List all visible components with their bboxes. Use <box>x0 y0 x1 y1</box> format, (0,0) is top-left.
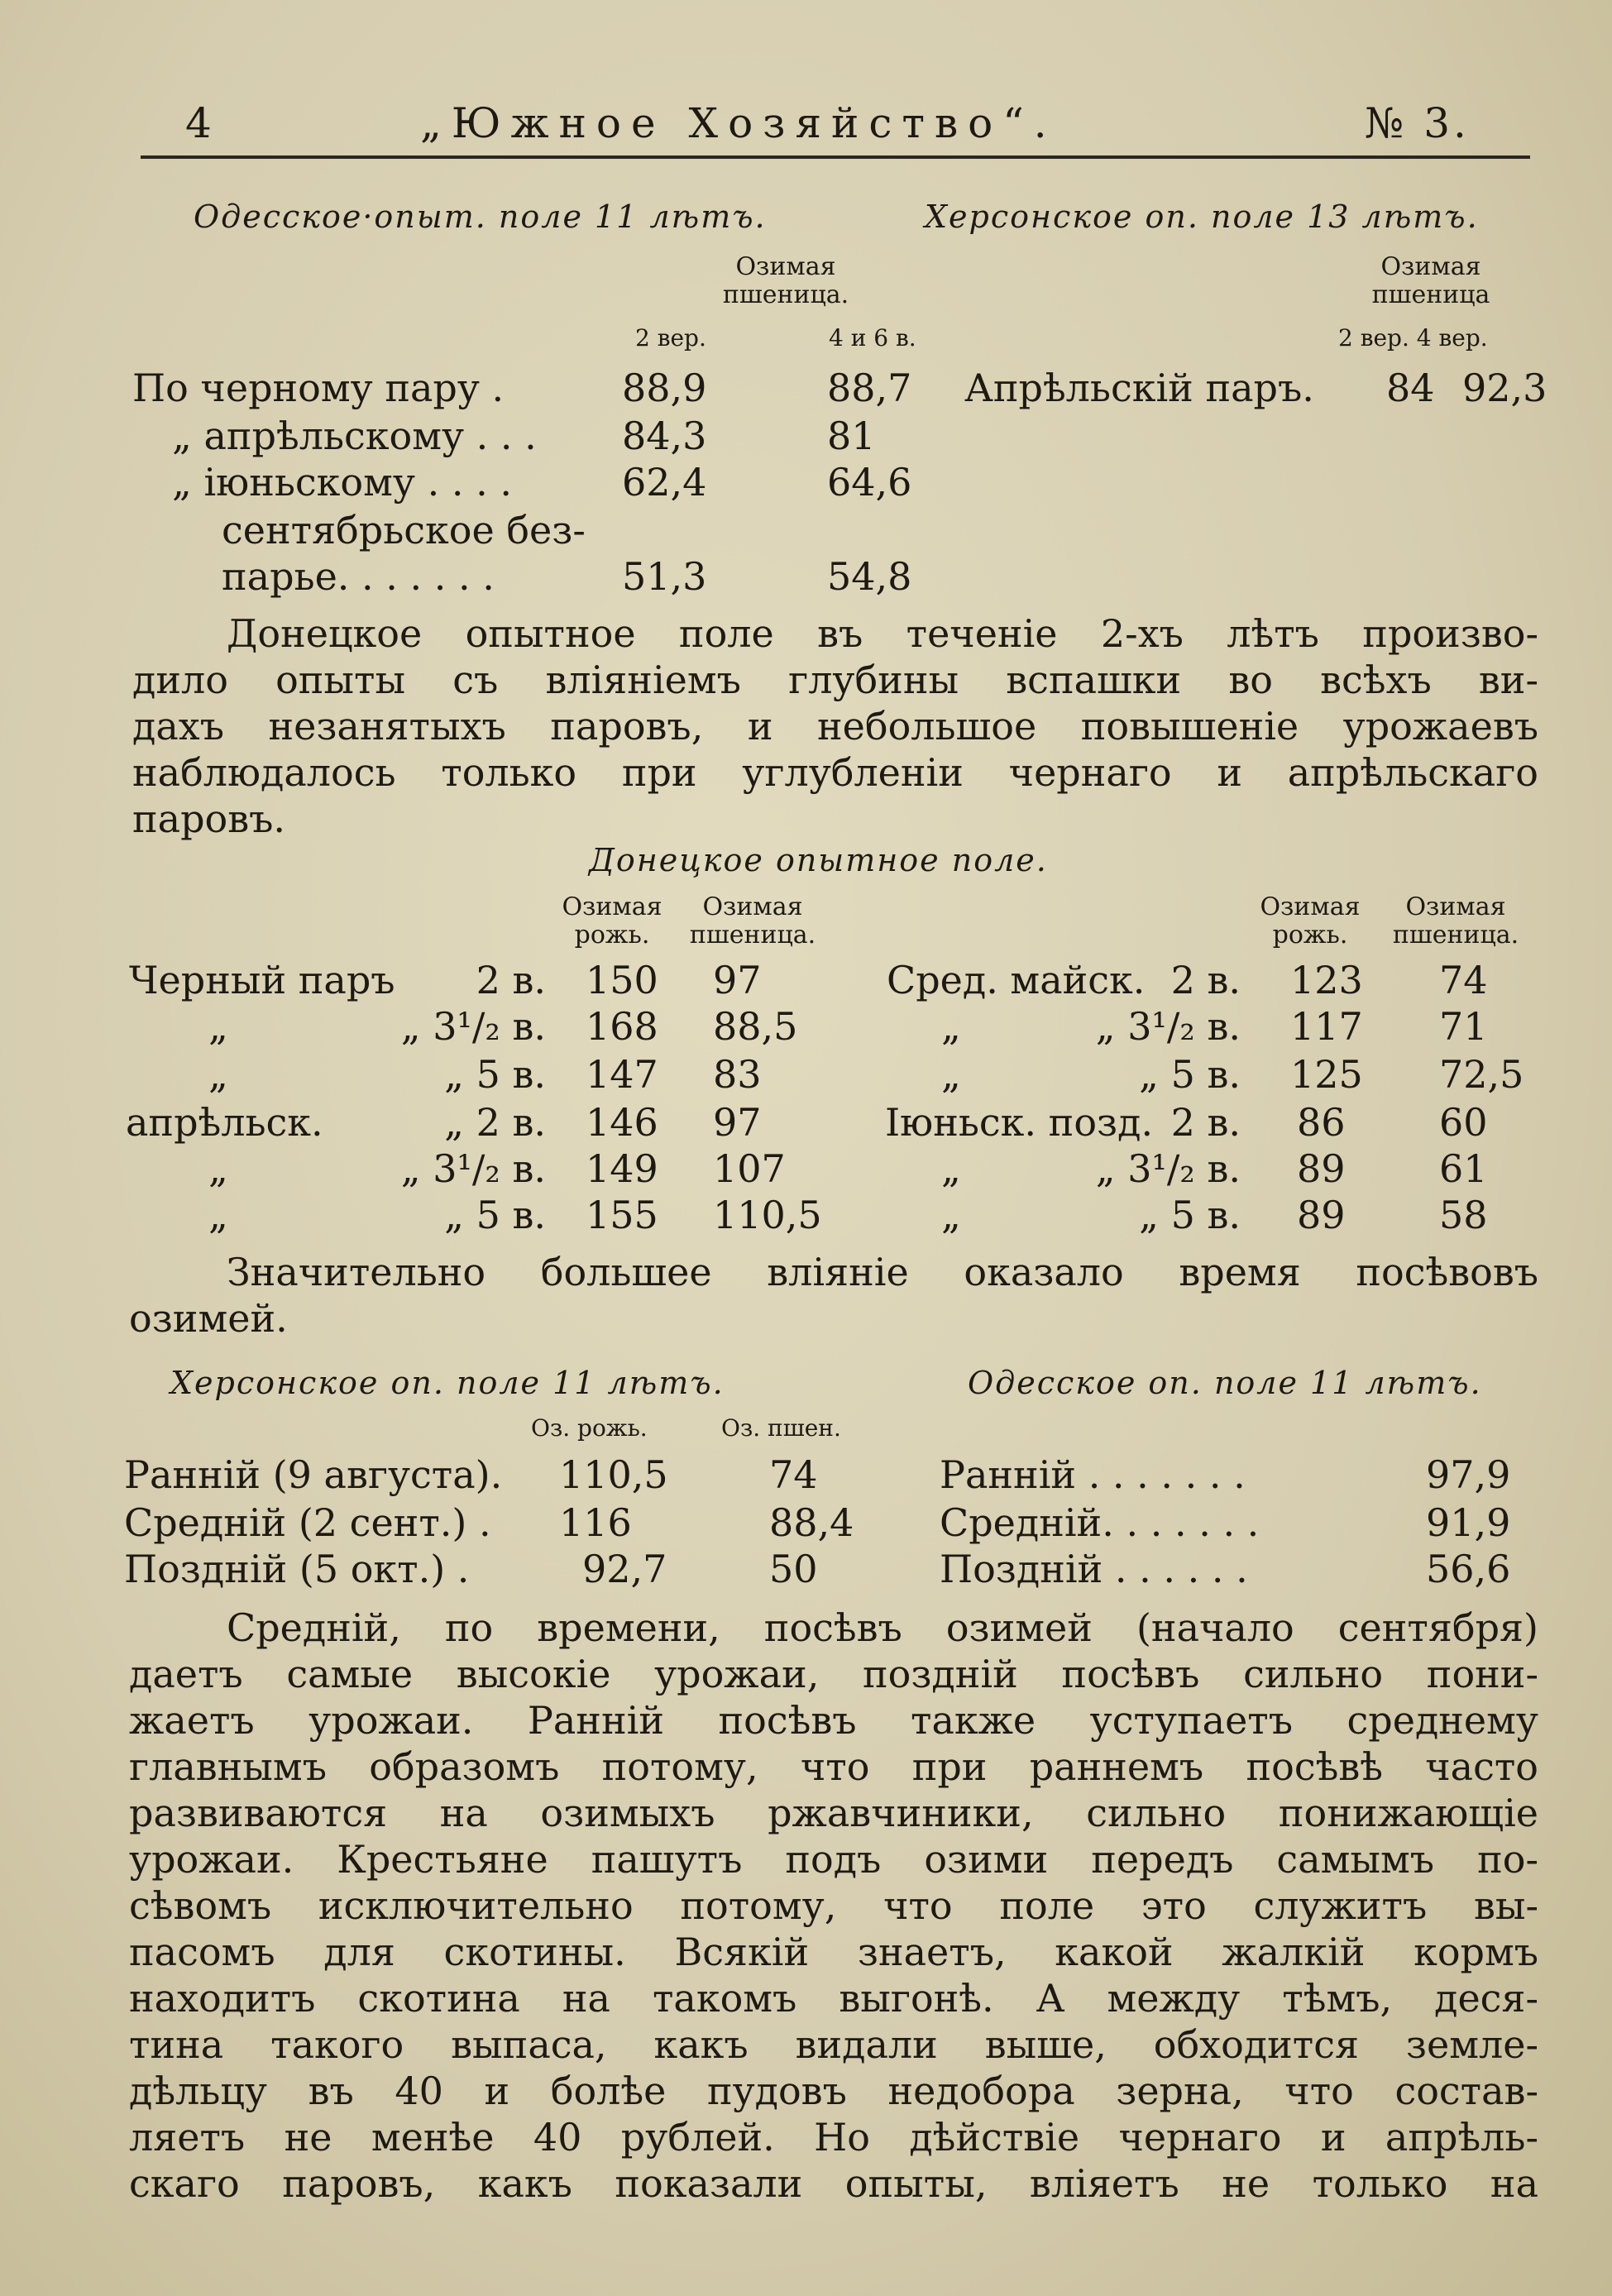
t2-right-wheat: 74 <box>1439 958 1488 1002</box>
t2-left-wheat: 97 <box>713 1100 762 1145</box>
t2-right-rye: 123 <box>1290 958 1363 1002</box>
paragraph-line: Значительно большее вліяніе оказало время посѣвовъ <box>227 1250 1538 1294</box>
t3-left-label: Ранній (9 августа). <box>124 1452 503 1497</box>
t1-row-v2: 64,6 <box>827 460 912 505</box>
t2-right-rye: 86 <box>1297 1100 1346 1145</box>
t1-right-v1: 84 <box>1386 366 1435 410</box>
t3-right-title: Одесское оп. поле 11 лѣтъ. <box>968 1365 1482 1401</box>
t1-row-v1: 51,3 <box>622 554 707 599</box>
t3-left-label: Средній (2 сент.) . <box>124 1500 491 1545</box>
t1-right-v2: 92,3 <box>1462 366 1547 410</box>
t1-row-v2: 88,7 <box>827 366 912 410</box>
t2-right-a: „ <box>941 1146 961 1191</box>
t3-left-wheat: 88,4 <box>769 1500 854 1545</box>
t3-h-rye: Оз. рожь. <box>531 1414 648 1442</box>
t1-row-label: сентябрьское без- <box>222 508 586 552</box>
t3-left-wheat: 50 <box>769 1547 818 1591</box>
t3-right-value: 91,9 <box>1426 1500 1511 1545</box>
t2-left-a: „ <box>208 1052 228 1097</box>
t2-right-b: „ 3¹/₂ в. <box>1095 1004 1241 1049</box>
paragraph-line: урожаи. Крестьяне пашутъ подъ озими передъ самымъ по- <box>129 1837 1538 1882</box>
t1-row-label: „ іюньскому . . . . <box>172 460 512 505</box>
t3-left-rye: 110,5 <box>559 1452 668 1497</box>
t2-title: Донецкое опытное поле. <box>589 842 1048 878</box>
t1-col-2ver: 2 вер. <box>635 324 706 352</box>
t1-row-label: парье. . . . . . . <box>222 554 495 599</box>
t2-right-b: 2 в. <box>1170 1100 1241 1145</box>
t2-right-h-rye: Озимая рожь. <box>1260 892 1361 949</box>
t1-right-cols: 2 вер. 4 вер. <box>1338 324 1488 352</box>
paragraph-line: находитъ скотина на такомъ выгонѣ. А между тѣмъ, деся- <box>129 1976 1538 2021</box>
paragraph-line: Донецкое опытное поле въ теченіе 2-хъ лѣтъ произво- <box>227 611 1538 656</box>
t2-left-a: Черный паръ <box>129 958 395 1002</box>
t2-right-a: „ <box>941 1193 961 1237</box>
issue-number: № 3. <box>1365 99 1470 147</box>
paragraph-line: наблюдалось только при углубленіи чернаго и апрѣльскаго <box>132 750 1538 795</box>
t3-left-label: Поздній (5 окт.) . <box>124 1547 470 1591</box>
paragraph-2 <box>129 1249 1538 1342</box>
t2-right-rye: 125 <box>1290 1052 1363 1097</box>
t2-right-a: Іюньск. позд. <box>885 1100 1154 1145</box>
t2-left-a: апрѣльск. <box>126 1100 323 1145</box>
paragraph-line: жаетъ урожаи. Ранній посѣвъ также уступаетъ среднему <box>129 1698 1538 1743</box>
t1-right-crop: Озимая пшеница <box>1371 252 1490 309</box>
t2-left-b: „ 3¹/₂ в. <box>400 1146 546 1191</box>
t2-left-wheat: 83 <box>713 1052 762 1097</box>
paragraph-3 <box>129 1605 1538 2207</box>
t2-right-a: „ <box>941 1052 961 1097</box>
t2-left-rye: 146 <box>586 1100 658 1145</box>
t3-right-label: Ранній . . . . . . . <box>940 1452 1246 1497</box>
page-number: 4 <box>185 99 222 147</box>
t2-right-a: Сред. майск. <box>887 958 1146 1002</box>
t2-left-b: „ 3¹/₂ в. <box>400 1004 546 1049</box>
t2-left-b: 2 в. <box>476 958 546 1002</box>
t2-left-b: „ 5 в. <box>444 1193 546 1237</box>
t2-left-wheat: 110,5 <box>713 1193 822 1237</box>
paragraph-line: дило опыты съ вліяніемъ глубины вспашки во всѣхъ ви- <box>132 658 1538 702</box>
t2-right-rye: 89 <box>1297 1193 1346 1237</box>
t1-row-label: По черному пару . <box>132 366 505 410</box>
paragraph-line: пасомъ для скотины. Всякій знаетъ, какой жалкій кормъ <box>129 1930 1538 1974</box>
paragraph-line: сѣвомъ исключительно потому, что поле это служитъ вы- <box>129 1883 1538 1928</box>
t3-h-wheat: Оз. пшен. <box>721 1414 841 1442</box>
paragraph-line: ляетъ не менѣе 40 рублей. Но дѣйствіе чернаго и апрѣль- <box>129 2115 1538 2160</box>
t3-right-label: Поздній . . . . . . <box>940 1547 1248 1591</box>
t2-right-b: „ 3¹/₂ в. <box>1095 1146 1241 1191</box>
t1-left-title: Одесское·опыт. поле 11 лѣтъ. <box>194 199 767 235</box>
t2-right-wheat: 71 <box>1439 1004 1488 1049</box>
t3-left-title: Херсонское оп. поле 11 лѣтъ. <box>170 1365 725 1401</box>
t1-row-label: „ апрѣльскому . . . <box>172 414 537 458</box>
paragraph-line: даетъ самые высокіе урожаи, поздній посѣвъ сильно пони- <box>129 1652 1538 1696</box>
t2-left-a: „ <box>208 1004 228 1049</box>
t2-right-rye: 89 <box>1297 1146 1346 1191</box>
journal-title: „Южное Хозяйство“. <box>420 99 1057 147</box>
t2-right-a: „ <box>941 1004 961 1049</box>
t1-col-4-6ver: 4 и 6 в. <box>829 324 916 352</box>
t2-left-b: „ 2 в. <box>444 1100 546 1145</box>
t2-left-rye: 147 <box>586 1052 658 1097</box>
header-rule <box>141 155 1530 159</box>
t2-left-rye: 168 <box>586 1004 658 1049</box>
t2-right-h-wheat: Озимая пшеница. <box>1392 892 1519 949</box>
t2-right-wheat: 58 <box>1439 1193 1488 1237</box>
t2-left-wheat: 88,5 <box>713 1004 798 1049</box>
t3-right-value: 56,6 <box>1426 1547 1511 1591</box>
paragraph-line: скаго паровъ, какъ показали опыты, вліяетъ не только на <box>129 2161 1538 2206</box>
t2-right-b: „ 5 в. <box>1139 1193 1241 1237</box>
t2-left-wheat: 107 <box>713 1146 786 1191</box>
paragraph-line: главнымъ образомъ потому, что при раннемъ посѣвѣ часто <box>129 1744 1538 1789</box>
paragraph-line: тина такого выпаса, какъ видали выше, обходится земле- <box>129 2022 1538 2067</box>
t1-right-label: Апрѣльскій паръ. <box>964 366 1314 410</box>
paragraph-line: озимей. <box>129 1296 288 1341</box>
t2-left-a: „ <box>208 1193 228 1237</box>
t1-right-title: Херсонское оп. поле 13 лѣтъ. <box>925 199 1479 235</box>
paragraph-line: паровъ. <box>132 796 286 841</box>
t3-right-label: Средній. . . . . . . <box>940 1500 1260 1545</box>
t1-left-crop: Озимая пшеница. <box>722 252 849 309</box>
t2-left-wheat: 97 <box>713 958 762 1002</box>
paragraph-line: дахъ незанятыхъ паровъ, и небольшое повышеніе урожаевъ <box>132 704 1538 749</box>
t2-left-rye: 150 <box>586 958 658 1002</box>
t2-right-rye: 117 <box>1290 1004 1363 1049</box>
t3-left-rye: 116 <box>559 1500 632 1545</box>
t2-right-wheat: 61 <box>1439 1146 1488 1191</box>
t3-left-rye: 92,7 <box>582 1547 667 1591</box>
t3-right-value: 97,9 <box>1426 1452 1511 1497</box>
t2-left-b: „ 5 в. <box>444 1052 546 1097</box>
t2-left-rye: 149 <box>586 1146 658 1191</box>
t1-row-v2: 81 <box>827 414 876 458</box>
t1-row-v1: 88,9 <box>622 366 707 410</box>
paragraph-line: дѣльцу въ 40 и болѣе пудовъ недобора зерна, что состав- <box>129 2069 1538 2113</box>
t1-row-v1: 84,3 <box>622 414 707 458</box>
paragraph-1 <box>132 610 1538 842</box>
paragraph-line: развиваются на озимыхъ ржавчиники, сильно понижающіе <box>129 1791 1538 1835</box>
t3-left-wheat: 74 <box>769 1452 818 1497</box>
t1-row-v1: 62,4 <box>622 460 707 505</box>
t2-left-h-wheat: Озимая пшеница. <box>689 892 816 949</box>
t2-right-b: 2 в. <box>1170 958 1241 1002</box>
t1-row-v2: 54,8 <box>827 554 912 599</box>
t2-left-a: „ <box>208 1146 228 1191</box>
t2-left-rye: 155 <box>586 1193 658 1237</box>
paragraph-line: Средній, по времени, посѣвъ озимей (начало сентября) <box>227 1605 1538 1650</box>
t2-right-wheat: 72,5 <box>1439 1052 1524 1097</box>
t2-right-wheat: 60 <box>1439 1100 1488 1145</box>
t2-right-b: „ 5 в. <box>1139 1052 1241 1097</box>
t2-left-h-rye: Озимая рожь. <box>562 892 662 949</box>
